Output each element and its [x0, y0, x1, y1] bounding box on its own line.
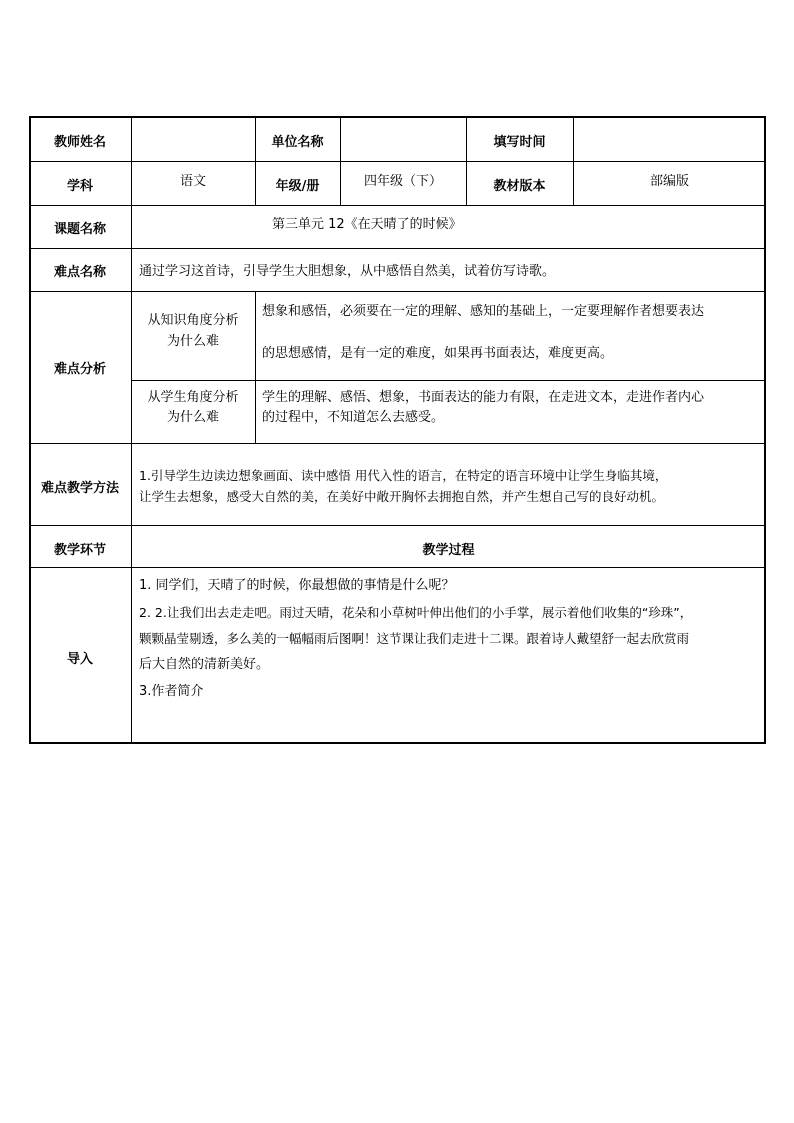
- student-angle-text-line2: 的过程中，不知道怎么去感受。: [262, 410, 445, 425]
- grade-value: 四年级（下）: [363, 174, 442, 189]
- table-frame: [29, 116, 766, 744]
- edition-label: 教材版本: [493, 179, 546, 194]
- teaching-stage-header: 教学环节: [53, 543, 106, 558]
- row-divider: [29, 525, 766, 526]
- analysis-label: 难点分析: [53, 362, 106, 377]
- intro-line1: 1. 同学们，天晴了的时候，你最想做的事情是什么呢？: [139, 578, 455, 593]
- teaching-process-header: 教学过程: [422, 543, 475, 558]
- student-angle-text-line1: 学生的理解、感悟、想象，书面表达的能力有限，在走进文本，走进作者内心: [262, 390, 705, 405]
- teaching-method-line2: 让学生去想象，感受大自然的美，在美好中敞开胸怀去拥抱自然，并产生想自己写的良好动机。: [139, 489, 665, 504]
- intro-stage-label: 导入: [66, 652, 93, 667]
- topic-label: 课题名称: [53, 222, 106, 237]
- row-divider: [131, 380, 766, 381]
- teaching-method-line1: 1.引导学生边读边想象画面、读中感悟 用代入性的语言，在特定的语言环境中让学生身临其境，: [139, 468, 668, 483]
- edition-value: 部编版: [649, 174, 689, 189]
- column-divider: [255, 291, 256, 443]
- row-divider: [29, 161, 766, 162]
- subject-label: 学科: [66, 179, 93, 194]
- column-divider: [340, 116, 341, 205]
- teacher-name-label: 教师姓名: [53, 135, 106, 150]
- knowledge-angle-text-line1: 想象和感悟，必须要在一定的理解、感知的基础上，一定要理解作者想要表达: [262, 304, 705, 319]
- knowledge-angle-label-line2: 为什么难: [166, 334, 219, 349]
- teaching-method-label: 难点教学方法: [40, 481, 119, 496]
- student-angle-label-line2: 为什么难: [166, 410, 219, 425]
- knowledge-angle-label-line1: 从知识角度分析: [147, 313, 239, 328]
- difficulty-label: 难点名称: [53, 265, 106, 280]
- row-divider: [29, 567, 766, 568]
- row-divider: [29, 205, 766, 206]
- row-divider: [29, 443, 766, 444]
- topic-value: 第三单元 12《在天晴了的时候》: [272, 217, 462, 232]
- intro-line5: 3.作者简介: [139, 684, 204, 699]
- column-divider: [573, 116, 574, 205]
- intro-line2: 2. 2.让我们出去走走吧。雨过天晴，花朵和小草树叶伸出他们的小手掌，展示着他们收集的“珍珠”，: [139, 605, 693, 620]
- difficulty-value: 通过学习这首诗，引导学生大胆想象，从中感悟自然美，试着仿写诗歌。: [139, 264, 556, 279]
- grade-label: 年级/册: [275, 179, 320, 194]
- fill-date-label: 填写时间: [493, 135, 546, 150]
- unit-name-label: 单位名称: [271, 135, 324, 150]
- column-divider: [131, 116, 132, 744]
- row-divider: [29, 291, 766, 292]
- knowledge-angle-text-line2: 的思想感情，是有一定的难度，如果再书面表达，难度更高。: [262, 346, 614, 361]
- intro-line4: 后大自然的清新美好。: [139, 657, 270, 672]
- subject-value: 语文: [179, 174, 206, 189]
- student-angle-label-line1: 从学生角度分析: [147, 390, 239, 405]
- row-divider: [29, 248, 766, 249]
- intro-line3: 颗颗晶莹剔透，多么美的一幅幅雨后图啊！这节课让我们走进十二课。跟着诗人戴望舒一起去欣赏雨: [139, 631, 690, 646]
